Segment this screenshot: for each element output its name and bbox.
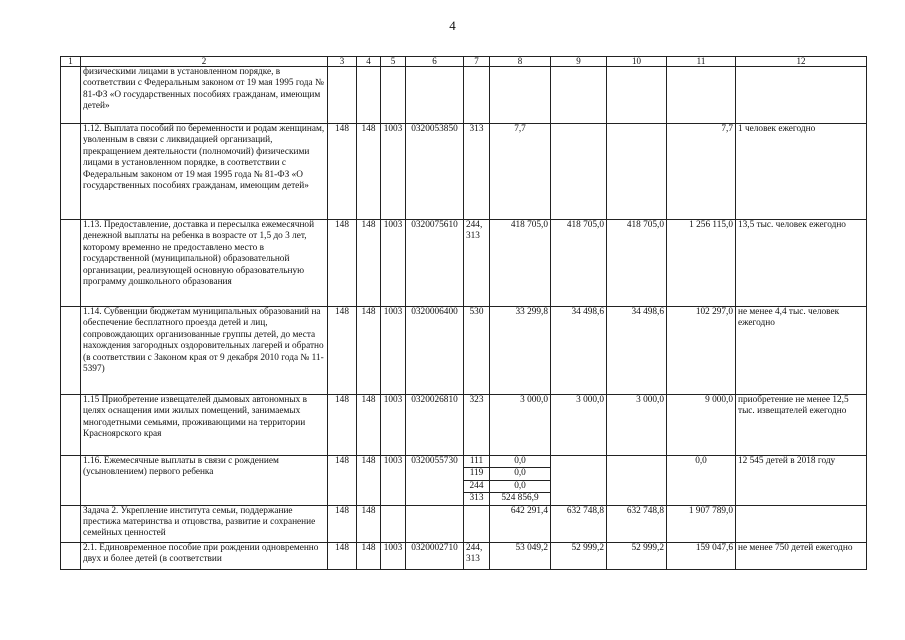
cell-c6 xyxy=(406,67,464,124)
cell-c6: 0320053850 xyxy=(406,124,464,220)
cell-c9: 632 748,8 xyxy=(551,505,607,542)
cell-c12: не менее 4,4 тыс. человек ежегодно xyxy=(736,307,867,395)
col-header: 9 xyxy=(551,57,607,67)
col-header: 8 xyxy=(490,57,551,67)
cell-c3: 148 xyxy=(328,124,357,220)
cell-c8: 53 049,2 xyxy=(490,542,551,569)
row-text: 2.1. Единовременное пособие при рождении одновременно двух и более детей (в соответствии xyxy=(81,542,328,569)
cell-c4: 148 xyxy=(357,124,381,220)
cell-c6: 0320002710 xyxy=(406,542,464,569)
cell-c8: 418 705,0 xyxy=(490,220,551,307)
col-header: 1 xyxy=(61,57,81,67)
table-row xyxy=(61,505,867,542)
table-row xyxy=(61,220,867,307)
header-row xyxy=(61,57,867,67)
cell-c3: 148 xyxy=(328,307,357,395)
col-header: 7 xyxy=(464,57,490,67)
row-text: 1.14. Субвенции бюджетам муниципальных образований на обеспечение бесплатного проезда детей и лиц, сопровождающих организованные группы детей, до места нахождения загородных оздоровительных лагерей и обратно (в соответствии с Законом края от 9 декабря 2010 года № 11-5397) xyxy=(81,307,328,395)
cell-c4 xyxy=(357,67,381,124)
cell-c4: 148 xyxy=(357,505,381,542)
row-index-cell xyxy=(61,124,81,220)
cell-c7: 111 xyxy=(464,456,490,468)
cell-c9: 34 498,6 xyxy=(551,307,607,395)
table-row xyxy=(61,307,867,395)
cell-c7: 323 xyxy=(464,395,490,456)
cell-c6: 0320006400 xyxy=(406,307,464,395)
cell-c3: 148 xyxy=(328,542,357,569)
cell-c3: 148 xyxy=(328,395,357,456)
cell-c4: 148 xyxy=(357,542,381,569)
cell-c12 xyxy=(736,67,867,124)
row-index-cell xyxy=(61,67,81,124)
cell-c4: 148 xyxy=(357,456,381,506)
cell-c11: 0,0 xyxy=(667,456,736,506)
cell-c8: 3 000,0 xyxy=(490,395,551,456)
row-index-cell xyxy=(61,395,81,456)
cell-c5: 1003 xyxy=(381,456,406,506)
cell-c8: 524 856,9 xyxy=(490,493,551,505)
table-row xyxy=(61,542,867,569)
page-number: 4 xyxy=(449,18,456,33)
cell-c3: 148 xyxy=(328,505,357,542)
cell-c8: 0,0 xyxy=(490,456,551,468)
cell-c12: не менее 750 детей ежегодно xyxy=(736,542,867,569)
cell-c9: 52 999,2 xyxy=(551,542,607,569)
col-header: 12 xyxy=(736,57,867,67)
cell-c5: 1003 xyxy=(381,542,406,569)
cell-c8 xyxy=(490,67,551,124)
cell-c10 xyxy=(607,67,667,124)
row-text: Задача 2. Укрепление института семьи, поддержание престижа материнства и отцовства, развитие и сохранение семейных ценностей xyxy=(81,505,328,542)
cell-c12: 1 человек ежегодно xyxy=(736,124,867,220)
col-header: 6 xyxy=(406,57,464,67)
cell-c5 xyxy=(381,505,406,542)
cell-c10 xyxy=(607,456,667,506)
cell-c11 xyxy=(667,67,736,124)
cell-c6: 0320055730 xyxy=(406,456,464,506)
cell-c8: 642 291,4 xyxy=(490,505,551,542)
cell-c3: 148 xyxy=(328,220,357,307)
cell-c7: 244 xyxy=(464,480,490,492)
row-index-cell xyxy=(61,220,81,307)
cell-c6: 0320075610 xyxy=(406,220,464,307)
cell-c9 xyxy=(551,124,607,220)
cell-c6 xyxy=(406,505,464,542)
cell-c4: 148 xyxy=(357,220,381,307)
cell-c9 xyxy=(551,67,607,124)
col-header: 5 xyxy=(381,57,406,67)
cell-c5: 1003 xyxy=(381,124,406,220)
row-text: 1.15 Приобретение извещателей дымовых автономных в целях оснащения ими жилых помещений, занимаемых многодетными семьями, проживающими на территории Красноярского края xyxy=(81,395,328,456)
cell-c9 xyxy=(551,456,607,506)
cell-c11: 1 256 115,0 xyxy=(667,220,736,307)
col-header: 11 xyxy=(667,57,736,67)
cell-c9: 418 705,0 xyxy=(551,220,607,307)
cell-c3: 148 xyxy=(328,456,357,506)
cell-c7 xyxy=(464,67,490,124)
cell-c5: 1003 xyxy=(381,307,406,395)
col-header: 2 xyxy=(81,57,328,67)
cell-c12: приобретение не менее 12,5 тыс. извещателей ежегодно xyxy=(736,395,867,456)
cell-c12: 12 545 детей в 2018 году xyxy=(736,456,867,506)
table-row xyxy=(61,395,867,456)
cell-c7: 244, 313 xyxy=(464,220,490,307)
table-row xyxy=(61,456,867,468)
col-header: 10 xyxy=(607,57,667,67)
col-header: 4 xyxy=(357,57,381,67)
table-row xyxy=(61,124,867,220)
cell-c4: 148 xyxy=(357,395,381,456)
cell-c10: 632 748,8 xyxy=(607,505,667,542)
cell-c3 xyxy=(328,67,357,124)
cell-c11: 1 907 789,0 xyxy=(667,505,736,542)
table-row xyxy=(61,67,867,124)
cell-c12: 13,5 тыс. человек ежегодно xyxy=(736,220,867,307)
col-header: 3 xyxy=(328,57,357,67)
cell-c12 xyxy=(736,505,867,542)
cell-c8: 0,0 xyxy=(490,468,551,480)
cell-c5 xyxy=(381,67,406,124)
cell-c6: 0320026810 xyxy=(406,395,464,456)
cell-c10: 418 705,0 xyxy=(607,220,667,307)
cell-c7: 313 xyxy=(464,493,490,505)
cell-c11: 159 047,6 xyxy=(667,542,736,569)
row-text: 1.12. Выплата пособий по беременности и родам женщинам, уволенным в связи с ликвидацией организаций, прекращением деятельности (полномочий) физическими лицами в установленном порядке, в соответствии с Федеральным законом от 19 мая 1995 года № 81-ФЗ «О государственных пособиях гражданам, имеющим детей» xyxy=(81,124,328,220)
cell-c8: 0,0 xyxy=(490,480,551,492)
cell-c7: 119 xyxy=(464,468,490,480)
cell-c7: 530 xyxy=(464,307,490,395)
cell-c11: 102 297,0 xyxy=(667,307,736,395)
cell-c11: 7,7 xyxy=(667,124,736,220)
cell-c8: 33 299,8 xyxy=(490,307,551,395)
row-text: 1.13. Предоставление, доставка и пересылка ежемесячной денежной выплаты на ребенка в возрасте от 1,5 до 3 лет, которому временно не предоставлено место в государственной (муниципальной) образовательной организации, реализующей основную образовательную программу дошкольного образования xyxy=(81,220,328,307)
cell-c7 xyxy=(464,505,490,542)
row-index-cell xyxy=(61,505,81,542)
cell-c5: 1003 xyxy=(381,220,406,307)
row-index-cell xyxy=(61,542,81,569)
row-text: 1.16. Ежемесячные выплаты в связи с рождением (усыновлением) первого ребенка xyxy=(81,456,328,506)
cell-c8: 7,7 xyxy=(490,124,551,220)
budget-table xyxy=(60,56,867,570)
cell-c10: 52 999,2 xyxy=(607,542,667,569)
row-text: физическими лицами в установленном порядке, в соответствии с Федеральным законом от 19 мая 1995 года № 81-ФЗ «О государственных пособиях гражданам, имеющим детей» xyxy=(81,67,328,124)
cell-c4: 148 xyxy=(357,307,381,395)
cell-c10 xyxy=(607,124,667,220)
cell-c7: 313 xyxy=(464,124,490,220)
cell-c10: 34 498,6 xyxy=(607,307,667,395)
cell-c11: 9 000,0 xyxy=(667,395,736,456)
row-index-cell xyxy=(61,456,81,506)
cell-c5: 1003 xyxy=(381,395,406,456)
cell-c9: 3 000,0 xyxy=(551,395,607,456)
cell-c10: 3 000,0 xyxy=(607,395,667,456)
row-index-cell xyxy=(61,307,81,395)
cell-c7: 244, 313 xyxy=(464,542,490,569)
